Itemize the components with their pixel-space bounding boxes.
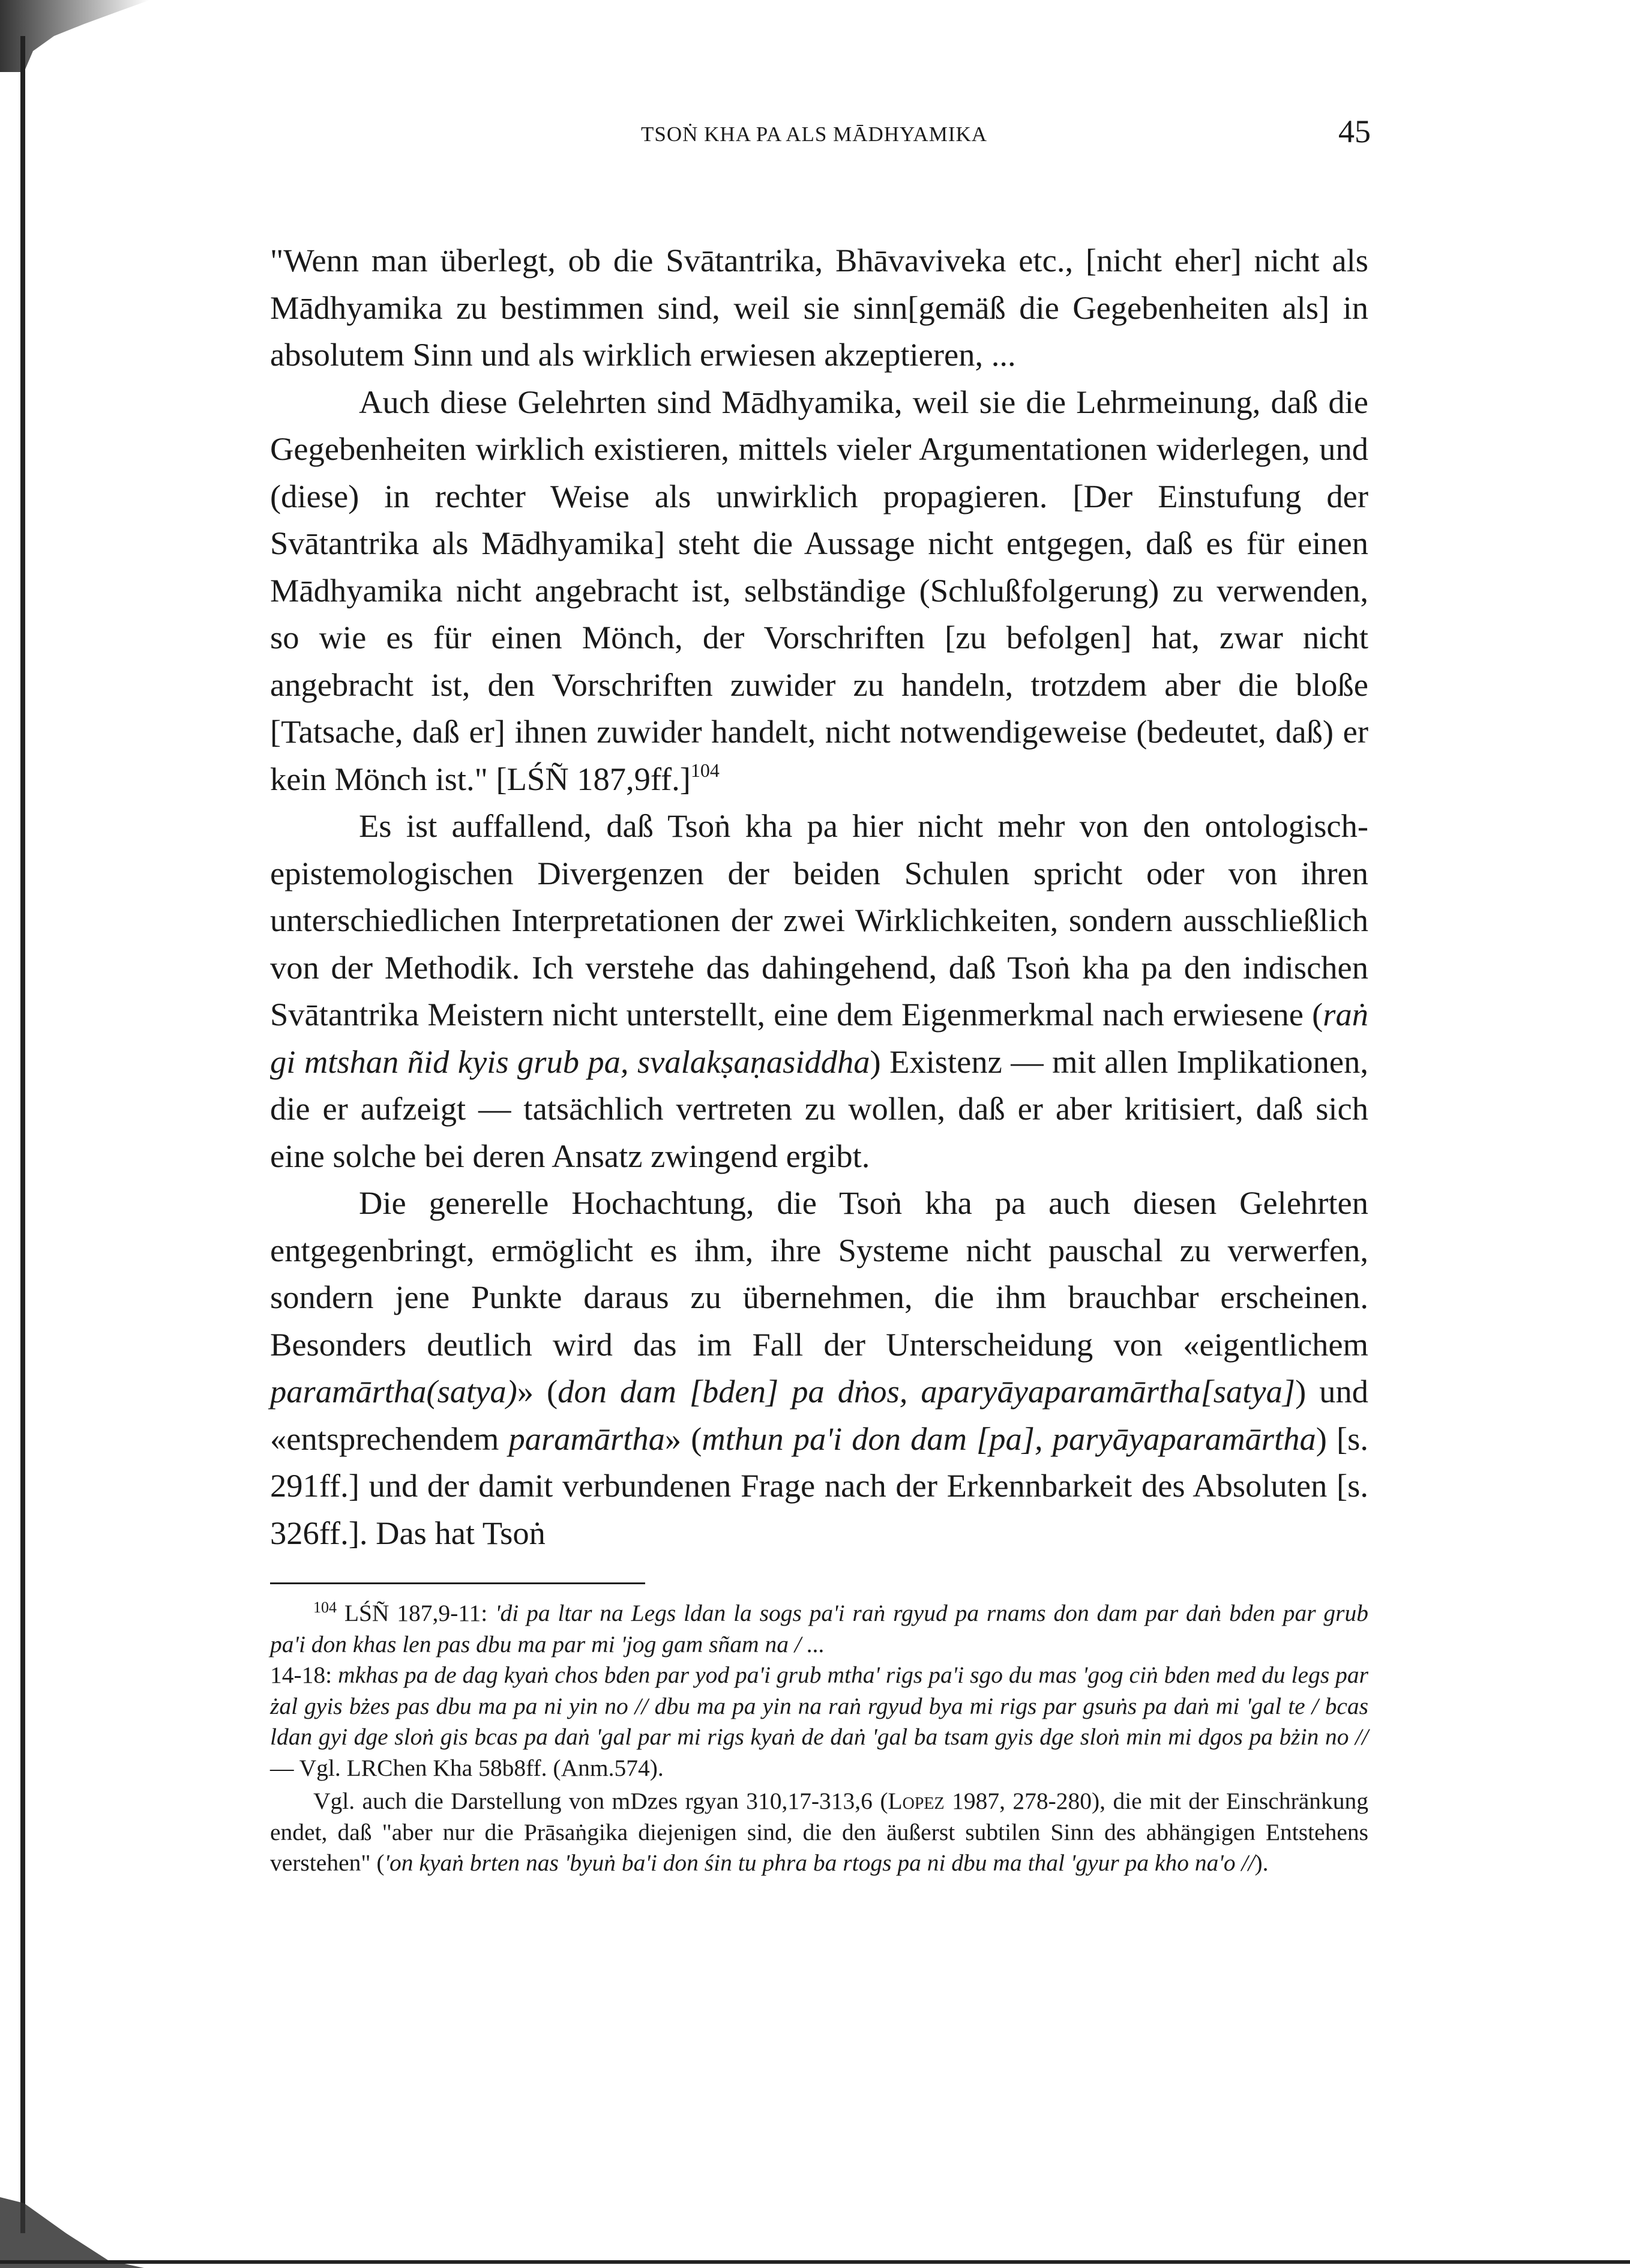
paragraph-4-term-4: mthun pa'i don dam [pa], paryāyaparamārtha: [702, 1420, 1316, 1457]
paragraph-3-term: raṅ gi mtshan ñid kyis grub pa, svalakṣaṇasiddha: [270, 996, 1368, 1080]
footnote-comparison-text-c: ).: [1254, 1850, 1269, 1876]
paragraph-4: [270, 1180, 1368, 1557]
footnote-104-continuation: [270, 1660, 1368, 1784]
footnote-source-ref: LŚÑ 187,9-11:: [344, 1600, 496, 1626]
paragraph-3-text-a: Es ist auffallend, daß Tsoṅ kha pa hier nicht mehr von den ontologisch-epistemologischen Divergenzen der beiden Schulen spricht oder von ihren unterschiedlichen Interpretationen der zwei Wirklichkeiten, sondern ausschließlich von der Methodik. Ich verstehe das dahingehend, daß Tsoṅ kha pa den indischen Svātantrika Meistern nicht unterstellt, eine dem Eigenmerkmal nach erwiesene (: [270, 807, 1368, 1033]
paragraph-4-text-e: ) [s. 291ff.] und der damit verbundenen Frage nach der Erkennbarkeit des Absoluten [s. 326ff.]. Das hat Tsoṅ: [270, 1420, 1368, 1551]
footnote-comparison-text-b: 1987, 278-280), die mit der Einschränkung endet, daß "aber nur die Prāsaṅgika diejenigen sind, die den äußerst subtilen Sinn des abhängigen Entstehens verstehen" (: [270, 1788, 1368, 1876]
quote-paragraph-2-text: Auch diese Gelehrten sind Mādhyamika, weil sie die Lehrmeinung, daß die Gegebenheiten wirklich existieren, mittels vieler Argumentationen widerlegen, und (diese) in rechter Weise als unwirklich propagieren. [Der Einstufung der Svātantrika als Mādhyamika] steht die Aussage nicht entgegen, daß es für einen Mādhyamika nicht angebracht ist, selbständige (Schlußfolgerung) zu verwenden, so wie es für einen Mönch, der Vorschriften [zu befolgen] hat, zwar nicht angebracht ist, den Vorschriften zuwider zu handeln, trotzdem aber die bloße [Tatsache, daß er] ihnen zuwider handelt, nicht notwendigeweise (bedeutet, daß) er kein Mönch ist." [LŚÑ 187,9ff.]: [270, 383, 1368, 797]
footnote-comparison-text-a: Vgl. auch die Darstellung von mDzes rgyan 310,17-313,6 (: [313, 1788, 888, 1814]
quote-paragraph-2: [270, 379, 1368, 803]
paragraph-4-text-d: » (: [664, 1420, 702, 1457]
footnote-divider: [270, 1582, 645, 1584]
footnote-tibetan-text-1: 'di pa ltar na Legs ldan la sogs pa'i raṅ rgyud pa rnams don dam par daṅ bden par grub pa'i don khas len pas dbu ma par mi 'jog gam sñam na / ...: [270, 1600, 1369, 1657]
footnote-tibetan-quote: 'on kyaṅ brten nas 'byuṅ ba'i don śin tu phra ba rtogs pa ni dbu ma thal 'gyur pa kho na'o //: [384, 1850, 1255, 1876]
footnote-comparison: [270, 1786, 1368, 1879]
paragraph-4-term-3: paramārtha: [508, 1420, 665, 1457]
paragraph-4-term-2: don dam [bden] pa dṅos, aparyāyaparamārtha[satya]: [558, 1373, 1296, 1410]
running-head: TSOṄ KHA PA ALS MĀDHYAMIKA: [641, 122, 988, 146]
paragraph-3-text-b: ) Existenz — mit allen Implikationen, die er aufzeigt — tatsächlich vertreten zu wollen, daß er aber kritisiert, daß sich eine solche bei deren Ansatz zwingend ergibt.: [270, 1043, 1368, 1174]
paragraph-4-text-a: Die generelle Hochachtung, die Tsoṅ kha pa auch diesen Gelehrten entgegenbringt, ermöglicht es ihm, ihre Systeme nicht pauschal zu verwerfen, sondern jene Punkte daraus zu übernehmen, die ihm brauchbar erscheinen. Besonders deutlich wird das im Fall der Unterscheidung von «eigentlichem: [270, 1184, 1368, 1363]
page-number: 45: [1338, 113, 1371, 149]
paragraph-3: [270, 803, 1368, 1180]
footnote-author: Lopez: [888, 1788, 945, 1814]
main-text: [270, 237, 1368, 1557]
footnote-reference-104[interactable]: 104: [690, 759, 720, 781]
footnote-number: 104: [313, 1599, 337, 1616]
footnote-tibetan-text-2: mkhas pa de dag kyaṅ chos bden par yod pa'i grub mtha' rigs pa'i sgo du mas 'gog ciṅ bden med du legs par żal gyis bżes pas dbu ma pa ni yin no // dbu ma pa yin na raṅ rgyud bya mi rigs par gsuṅs pa daṅ mi 'gal te / bcas ldan gyi dge sloṅ gis bcas pa daṅ 'gal par mi rigs kyaṅ de daṅ 'gal ba tsam gyis dge sloṅ min mi dgos pa bżin no //: [270, 1662, 1368, 1750]
footnote-line-ref: 14-18:: [270, 1662, 338, 1688]
paragraph-4-text-c: ) und «entsprechendem: [270, 1373, 1368, 1457]
footnotes: [270, 1598, 1368, 1879]
footnote-cross-reference: — Vgl. LRChen Kha 58b8ff. (Anm.574).: [270, 1754, 664, 1781]
footnote-104: [270, 1598, 1368, 1660]
paragraph-4-text-b: » (: [517, 1373, 558, 1410]
quote-paragraph-1: "Wenn man überlegt, ob die Svātantrika, Bhāvaviveka etc., [nicht eher] nicht als Mādhyamika zu bestimmen sind, weil sie sinn[gemäß die Gegebenheiten als] in absolutem Sinn und als wirklich erwiesen akzeptieren, ...: [270, 242, 1368, 373]
paragraph-4-term-1: paramārtha(satya): [270, 1373, 517, 1410]
